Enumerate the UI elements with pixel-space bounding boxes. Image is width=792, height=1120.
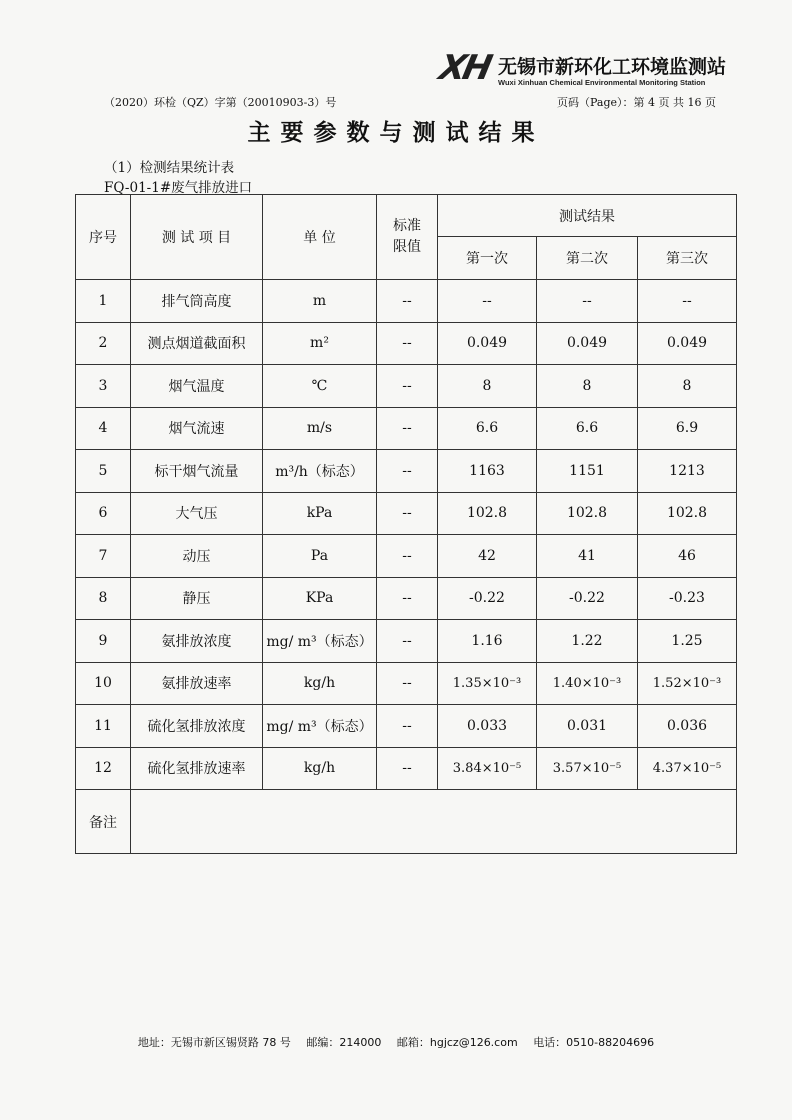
cell-r2: -- xyxy=(537,280,638,323)
cell-r3: 8 xyxy=(638,365,737,408)
header-seq: 序号 xyxy=(76,195,131,280)
page-info: 页码（Page）：第 4 页 共 16 页 xyxy=(557,96,716,109)
cell-limit: -- xyxy=(377,535,438,578)
cell-limit: -- xyxy=(377,620,438,663)
remark-label: 备注 xyxy=(76,790,131,854)
cell-unit: m/s xyxy=(263,407,377,450)
header-limit-text: 标准限值 xyxy=(393,218,421,255)
table-row xyxy=(76,492,737,535)
cell-unit: KPa xyxy=(263,577,377,620)
cell-r3: -- xyxy=(638,280,737,323)
results-table xyxy=(75,194,737,854)
cell-item: 测点烟道截面积 xyxy=(131,322,263,365)
cell-item: 硫化氢排放浓度 xyxy=(131,705,263,748)
cell-unit: mg/ m³（标态） xyxy=(263,620,377,663)
cell-r2: 3.57×10⁻⁵ xyxy=(537,747,638,790)
table-row xyxy=(76,365,737,408)
cell-seq: 12 xyxy=(76,747,131,790)
cell-seq: 8 xyxy=(76,577,131,620)
cell-r3: 46 xyxy=(638,535,737,578)
cell-r2: 0.031 xyxy=(537,705,638,748)
header-item: 测 试 项 目 xyxy=(131,195,263,280)
cell-limit: -- xyxy=(377,280,438,323)
cell-r1: 0.049 xyxy=(438,322,537,365)
cell-r2: 41 xyxy=(537,535,638,578)
table-row xyxy=(76,705,737,748)
table-row xyxy=(76,577,737,620)
footer-email: 邮箱：hgjcz@126.com xyxy=(396,1036,518,1049)
cell-item: 硫化氢排放速率 xyxy=(131,747,263,790)
cell-r2: 0.049 xyxy=(537,322,638,365)
cell-item: 大气压 xyxy=(131,492,263,535)
cell-r2: 1.22 xyxy=(537,620,638,663)
table-row xyxy=(76,450,737,493)
logo-mark: XH xyxy=(435,48,493,88)
cell-seq: 1 xyxy=(76,280,131,323)
cell-seq: 9 xyxy=(76,620,131,663)
cell-r3: 0.036 xyxy=(638,705,737,748)
cell-r3: 0.049 xyxy=(638,322,737,365)
header-limit xyxy=(377,195,438,280)
cell-limit: -- xyxy=(377,407,438,450)
cell-item: 动压 xyxy=(131,535,263,578)
cell-seq: 10 xyxy=(76,662,131,705)
header-unit: 单 位 xyxy=(263,195,377,280)
document-number: （2020）环检（QZ）字第（20010903-3）号 xyxy=(104,96,337,109)
table-header-row xyxy=(76,195,737,237)
cell-seq: 7 xyxy=(76,535,131,578)
cell-r3: 6.9 xyxy=(638,407,737,450)
cell-r1: 8 xyxy=(438,365,537,408)
sampling-point: FQ-01-1#废气排放进口 xyxy=(104,180,253,196)
cell-r2: 6.6 xyxy=(537,407,638,450)
cell-r2: 1151 xyxy=(537,450,638,493)
cell-r3: 1.52×10⁻³ xyxy=(638,662,737,705)
org-logo xyxy=(435,48,730,90)
cell-limit: -- xyxy=(377,322,438,365)
table-body xyxy=(76,280,737,790)
org-name-en: Wuxi Xinhuan Chemical Environmental Monitoring Station xyxy=(498,78,706,87)
cell-limit: -- xyxy=(377,450,438,493)
cell-r1: -- xyxy=(438,280,537,323)
header-results: 测试结果 xyxy=(438,195,737,237)
cell-seq: 6 xyxy=(76,492,131,535)
table-row xyxy=(76,662,737,705)
cell-seq: 2 xyxy=(76,322,131,365)
cell-r2: 1.40×10⁻³ xyxy=(537,662,638,705)
cell-limit: -- xyxy=(377,365,438,408)
cell-limit: -- xyxy=(377,747,438,790)
cell-item: 氨排放浓度 xyxy=(131,620,263,663)
table-row xyxy=(76,535,737,578)
table-row xyxy=(76,620,737,663)
cell-r2: -0.22 xyxy=(537,577,638,620)
table-row xyxy=(76,747,737,790)
cell-r1: -0.22 xyxy=(438,577,537,620)
section-heading: （1）检测结果统计表 xyxy=(104,160,235,176)
cell-unit: kPa xyxy=(263,492,377,535)
cell-r3: -0.23 xyxy=(638,577,737,620)
cell-unit: kg/h xyxy=(263,662,377,705)
cell-unit: kg/h xyxy=(263,747,377,790)
cell-r3: 102.8 xyxy=(638,492,737,535)
cell-r1: 42 xyxy=(438,535,537,578)
page-title: 主要参数与测试结果 xyxy=(247,119,545,146)
cell-item: 标干烟气流量 xyxy=(131,450,263,493)
cell-limit: -- xyxy=(377,492,438,535)
cell-item: 烟气流速 xyxy=(131,407,263,450)
cell-r1: 1163 xyxy=(438,450,537,493)
cell-unit: mg/ m³（标态） xyxy=(263,705,377,748)
cell-r1: 3.84×10⁻⁵ xyxy=(438,747,537,790)
cell-r3: 4.37×10⁻⁵ xyxy=(638,747,737,790)
footer-phone: 电话：0510-88204696 xyxy=(533,1036,655,1049)
cell-r2: 8 xyxy=(537,365,638,408)
remark-value xyxy=(131,790,737,854)
footer-postcode: 邮编：214000 xyxy=(306,1036,382,1049)
header-second: 第二次 xyxy=(537,237,638,280)
cell-unit: m³/h（标态） xyxy=(263,450,377,493)
cell-r3: 1213 xyxy=(638,450,737,493)
cell-r2: 102.8 xyxy=(537,492,638,535)
cell-seq: 3 xyxy=(76,365,131,408)
page-footer xyxy=(0,1034,792,1050)
table-row xyxy=(76,322,737,365)
table-row xyxy=(76,280,737,323)
cell-r1: 0.033 xyxy=(438,705,537,748)
cell-limit: -- xyxy=(377,705,438,748)
cell-seq: 4 xyxy=(76,407,131,450)
cell-limit: -- xyxy=(377,577,438,620)
cell-r3: 1.25 xyxy=(638,620,737,663)
header-first: 第一次 xyxy=(438,237,537,280)
table-row xyxy=(76,407,737,450)
cell-item: 静压 xyxy=(131,577,263,620)
footer-address: 地址：无锡市新区锡贤路 78 号 xyxy=(137,1036,291,1049)
cell-unit: Pa xyxy=(263,535,377,578)
cell-seq: 5 xyxy=(76,450,131,493)
cell-unit: m xyxy=(263,280,377,323)
cell-item: 排气筒高度 xyxy=(131,280,263,323)
header-third: 第三次 xyxy=(638,237,737,280)
cell-r1: 102.8 xyxy=(438,492,537,535)
cell-limit: -- xyxy=(377,662,438,705)
cell-seq: 11 xyxy=(76,705,131,748)
cell-r1: 1.35×10⁻³ xyxy=(438,662,537,705)
cell-r1: 6.6 xyxy=(438,407,537,450)
remark-row xyxy=(76,790,737,854)
cell-item: 烟气温度 xyxy=(131,365,263,408)
cell-unit: m² xyxy=(263,322,377,365)
cell-item: 氨排放速率 xyxy=(131,662,263,705)
org-name-cn: 无锡市新环化工环境监测站 xyxy=(498,56,727,78)
cell-unit: ℃ xyxy=(263,365,377,408)
cell-r1: 1.16 xyxy=(438,620,537,663)
